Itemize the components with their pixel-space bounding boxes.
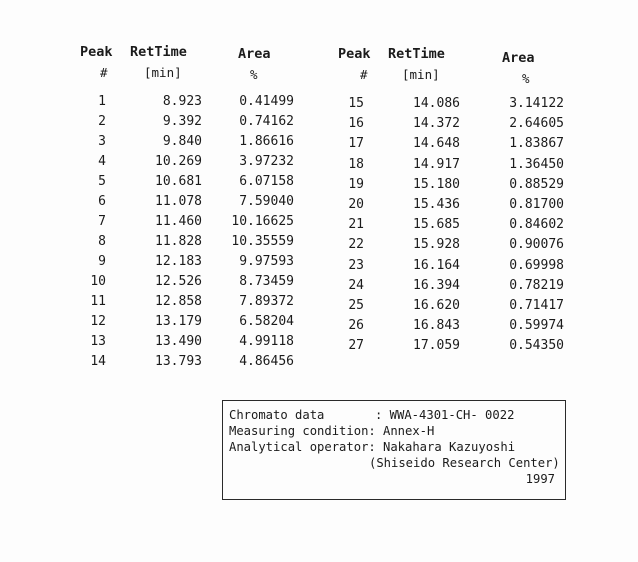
organization-line <box>229 455 559 471</box>
area-percent: 0.74162 <box>239 114 294 129</box>
area-percent: 0.90076 <box>509 237 564 253</box>
retention-time: 14.372 <box>413 116 460 132</box>
retention-time: 15.180 <box>413 176 460 192</box>
area-percent: 8.73459 <box>239 274 294 289</box>
peak-number: 10 <box>90 274 106 289</box>
area-percent: 0.71417 <box>509 297 564 313</box>
area-percent: 0.84602 <box>509 217 564 233</box>
organization-text: (Shiseido Research Center) <box>369 456 560 470</box>
retention-time: 8.923 <box>162 94 202 109</box>
area-percent: 0.78219 <box>509 277 564 293</box>
peak-number: 7 <box>98 214 106 229</box>
area-percent: 4.99118 <box>239 334 294 349</box>
chromato-data-label: Chromato data <box>229 408 325 422</box>
retention-time: 14.648 <box>413 136 460 152</box>
area-percent: 1.83867 <box>509 136 564 152</box>
header-peak: Peak <box>338 46 371 62</box>
retention-time: 12.858 <box>155 294 202 309</box>
retention-time: 15.436 <box>413 196 460 212</box>
header-rettime: RetTime <box>388 46 445 62</box>
area-percent: 0.69998 <box>509 257 564 273</box>
area-percent: 1.86616 <box>239 134 294 149</box>
area-percent: 10.16625 <box>231 214 294 229</box>
peak-number: 17 <box>348 136 364 152</box>
area-percent: 10.35559 <box>231 234 294 249</box>
area-percent: 6.07158 <box>239 174 294 189</box>
analytical-operator-label: Analytical operator: <box>229 440 376 454</box>
peak-number: 3 <box>98 134 106 149</box>
area-percent: 0.81700 <box>509 196 564 212</box>
peak-number: 12 <box>90 314 106 329</box>
peak-number: 8 <box>98 234 106 249</box>
peak-number: 22 <box>348 237 364 253</box>
retention-time: 16.164 <box>413 257 460 273</box>
peak-number: 15 <box>348 96 364 111</box>
measuring-condition-label: Measuring condition: <box>229 424 376 438</box>
peak-number: 6 <box>98 194 106 209</box>
retention-time: 9.840 <box>162 134 202 149</box>
retention-time: 9.392 <box>162 114 202 129</box>
area-percent: 3.97232 <box>239 154 294 169</box>
header-area-sub: % <box>522 71 530 86</box>
analytical-operator-line <box>229 439 559 455</box>
peak-number: 27 <box>348 338 364 354</box>
area-percent: 3.14122 <box>509 96 564 111</box>
measuring-condition-value: Annex-H <box>383 424 435 438</box>
area-percent: 4.86456 <box>239 354 294 369</box>
retention-time: 14.086 <box>413 96 460 111</box>
peak-number: 23 <box>348 257 364 273</box>
area-percent: 0.41499 <box>239 94 294 109</box>
retention-time: 12.183 <box>155 254 202 269</box>
retention-time: 11.460 <box>155 214 202 229</box>
retention-time: 14.917 <box>413 156 460 172</box>
peak-number: 20 <box>348 196 364 212</box>
header-rettime: RetTime <box>130 44 187 60</box>
area-percent: 9.97593 <box>239 254 294 269</box>
peak-number: 24 <box>348 277 364 293</box>
peak-number: 4 <box>98 154 106 169</box>
peak-number: 26 <box>348 318 364 334</box>
peak-number: 19 <box>348 176 364 192</box>
peak-number: 11 <box>90 294 106 309</box>
area-percent: 6.58204 <box>239 314 294 329</box>
analytical-operator-value: Nakahara Kazuyoshi <box>383 440 516 454</box>
retention-time: 15.685 <box>413 217 460 233</box>
retention-time: 11.828 <box>155 234 202 249</box>
year-line <box>229 471 559 487</box>
retention-time: 12.526 <box>155 274 202 289</box>
retention-time: 17.059 <box>413 338 460 354</box>
retention-time: 16.620 <box>413 297 460 313</box>
peak-number: 9 <box>98 254 106 269</box>
header-rettime-sub: [min] <box>144 65 182 80</box>
peak-number: 18 <box>348 156 364 172</box>
peak-number: 5 <box>98 174 106 189</box>
header-peak-sub: # <box>360 67 368 82</box>
peak-number: 14 <box>90 354 106 369</box>
area-percent: 1.36450 <box>509 156 564 172</box>
header-peak: Peak <box>80 44 113 60</box>
peak-number: 21 <box>348 217 364 233</box>
header-area-sub: % <box>250 67 258 82</box>
peak-number: 1 <box>98 94 106 109</box>
peak-number: 13 <box>90 334 106 349</box>
chromato-info-box <box>222 400 566 500</box>
chromato-data-value: : WWA-4301-CH- 0022 <box>375 408 515 422</box>
measuring-condition-line <box>229 423 559 439</box>
area-percent: 0.59974 <box>509 318 564 334</box>
retention-time: 15.928 <box>413 237 460 253</box>
retention-time: 13.490 <box>155 334 202 349</box>
header-area: Area <box>238 46 271 62</box>
retention-time: 11.078 <box>155 194 202 209</box>
area-percent: 2.64605 <box>509 116 564 132</box>
retention-time: 16.843 <box>413 318 460 334</box>
header-area: Area <box>502 50 535 66</box>
area-percent: 0.54350 <box>509 338 564 354</box>
peak-number: 16 <box>348 116 364 132</box>
retention-time: 13.793 <box>155 354 202 369</box>
retention-time: 13.179 <box>155 314 202 329</box>
chromato-data-line <box>229 407 559 423</box>
area-percent: 0.88529 <box>509 176 564 192</box>
retention-time: 16.394 <box>413 277 460 293</box>
retention-time: 10.269 <box>155 154 202 169</box>
header-rettime-sub: [min] <box>402 67 440 82</box>
header-peak-sub: # <box>100 65 108 80</box>
area-percent: 7.59040 <box>239 194 294 209</box>
year-text: 1997 <box>525 472 555 486</box>
peak-number: 2 <box>98 114 106 129</box>
retention-time: 10.681 <box>155 174 202 189</box>
area-percent: 7.89372 <box>239 294 294 309</box>
peak-number: 25 <box>348 297 364 313</box>
